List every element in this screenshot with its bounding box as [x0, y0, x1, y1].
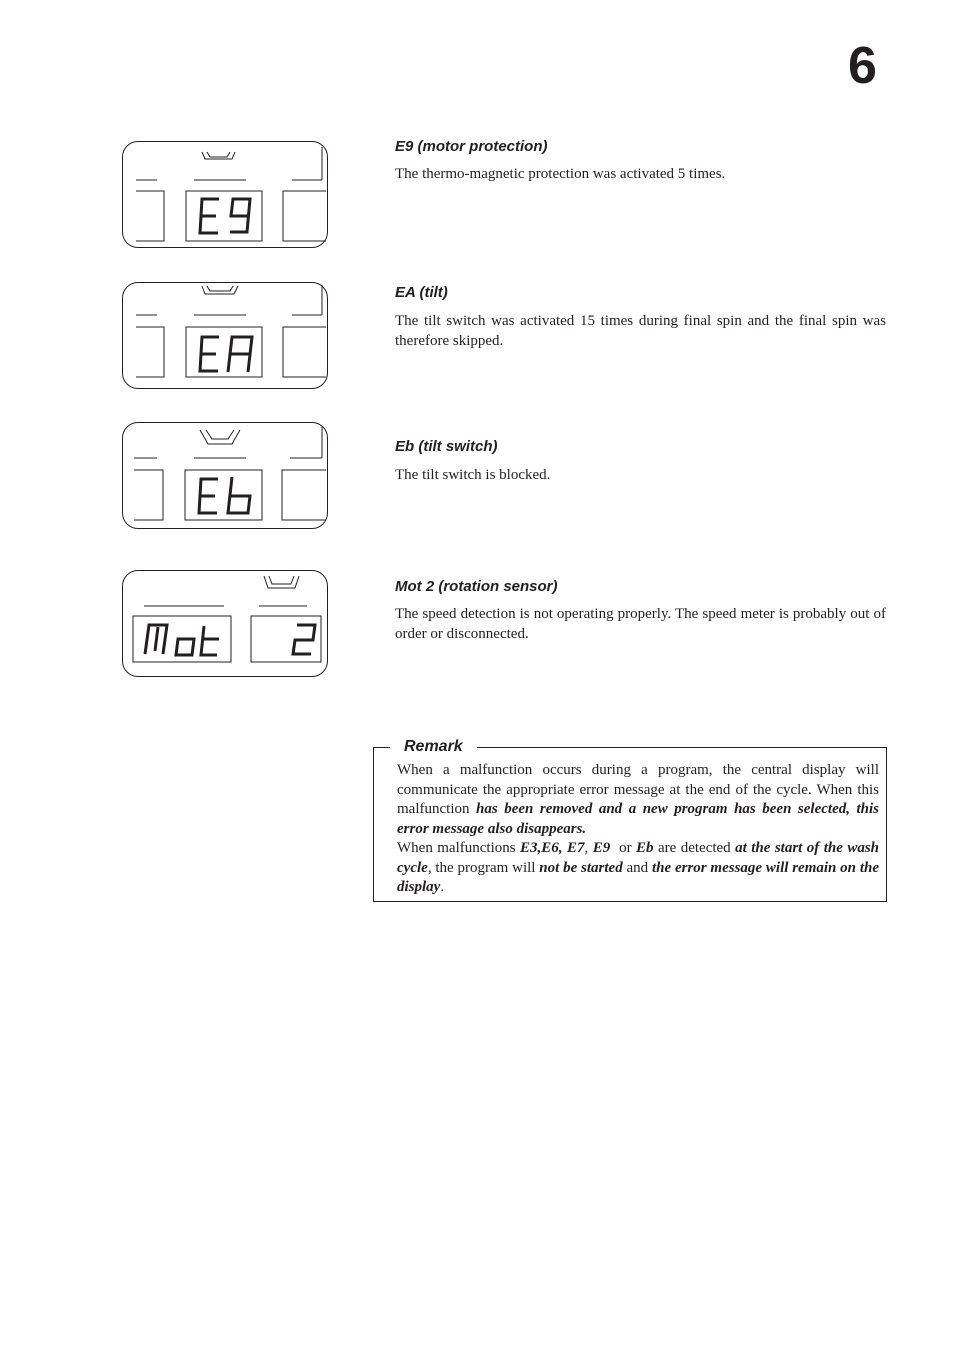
- display-panel-mot2: [122, 570, 328, 677]
- remark-emphasis: E9: [592, 840, 611, 856]
- remark-text-part: are detected: [653, 840, 736, 856]
- display-panel-e9: [122, 141, 328, 248]
- remark-emphasis: Eb: [636, 840, 654, 856]
- remark-text-part: When a malfunction occurs during a program, the central display will communicate the appropriate error message at the end of the cycle. When this malfunction: [397, 762, 879, 817]
- remark-text-part: or: [610, 840, 637, 856]
- display-drawing: [122, 282, 332, 392]
- remark-title: Remark: [390, 737, 477, 757]
- remark-emphasis: at the start of the wash cycle: [397, 840, 880, 876]
- segment-digit-m: [145, 625, 167, 654]
- display-drawing: [122, 141, 332, 251]
- remark-emphasis: not be started: [539, 859, 623, 876]
- page-number: 6: [848, 37, 877, 95]
- remark-text-part: and: [622, 859, 652, 876]
- segment-digit-9: [230, 199, 250, 232]
- error-text-eb: The tilt switch is blocked.: [395, 467, 551, 483]
- remark-text-part: When malfunctions: [397, 840, 521, 856]
- display-drawing: [122, 570, 332, 680]
- segment-digit-t: [201, 626, 219, 655]
- segment-digit-2: [293, 625, 315, 654]
- remark-text: [397, 761, 879, 898]
- remark-emphasis: E3,E6, E7: [520, 840, 585, 856]
- error-text-e9: The thermo-magnetic protection was activated 5 times.: [395, 166, 726, 182]
- remark-emphasis: has been removed and a new program has been selected, this error message also disappears.: [397, 801, 879, 837]
- error-heading-eb: Eb (tilt switch): [395, 438, 498, 455]
- error-heading-ea: EA (tilt): [395, 284, 448, 301]
- error-text-ea: The tilt switch was activated 15 times during final spin and the final spin was therefore skipped.: [395, 313, 886, 349]
- segment-digit-e: [199, 479, 218, 513]
- remark-text-part: ,: [584, 840, 593, 856]
- error-text-mot2: The speed detection is not operating properly. The speed meter is probably out of order or disconnected.: [395, 606, 886, 642]
- segment-digit-a: [228, 337, 252, 372]
- display-panel-eb: [122, 422, 328, 529]
- remark-emphasis: the error message will remain on the display: [397, 859, 879, 895]
- segment-digit-o: [176, 639, 194, 655]
- segment-digit-e: [200, 199, 219, 233]
- remark-text-part: , the program will: [427, 859, 540, 876]
- segment-digit-e: [200, 337, 219, 371]
- segment-digit-b: [228, 477, 250, 513]
- error-heading-mot2: Mot 2 (rotation sensor): [395, 578, 558, 595]
- display-panel-ea: [122, 282, 328, 389]
- display-drawing: [122, 422, 332, 532]
- error-heading-e9: E9 (motor protection): [395, 138, 548, 155]
- remark-text-part: .: [440, 879, 445, 895]
